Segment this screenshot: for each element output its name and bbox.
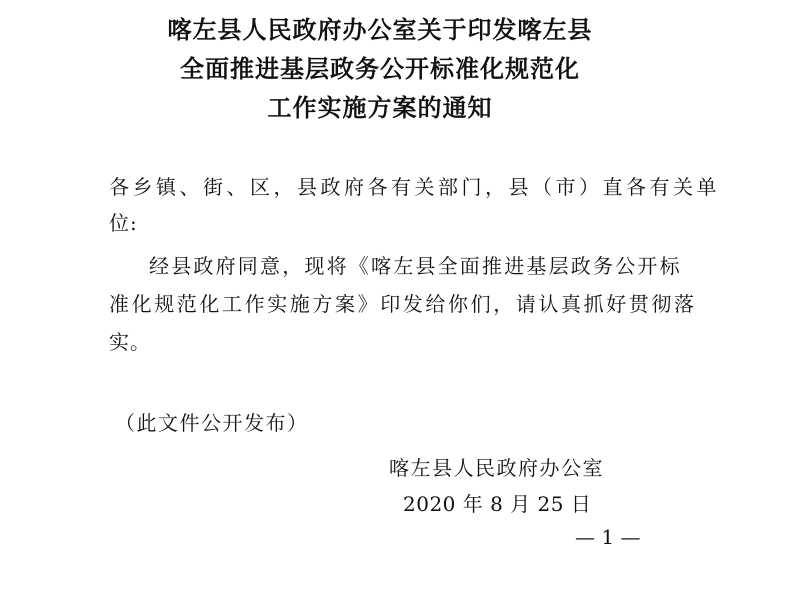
document-title-line-2: 全面推进基层政务公开标准化规范化	[180, 55, 580, 83]
body-paragraph-line-1: 经县政府同意，现将《喀左县全面推进基层政务公开标	[149, 254, 682, 278]
recipient-line-1: 各乡镇、街、区，县政府各有关部门，县（市）直各有关单	[109, 175, 720, 199]
body-paragraph-line-2: 准化规范化工作实施方案》印发给你们，请认真抓好贯彻落	[109, 292, 697, 316]
recipient-line-2: 位:	[109, 211, 138, 235]
body-paragraph-line-3: 实。	[109, 330, 151, 354]
release-note: （此文件公开发布）	[115, 411, 309, 435]
document-title-line-1: 喀左县人民政府办公室关于印发喀左县	[167, 16, 593, 44]
page-number: — 1 —	[575, 525, 641, 549]
issue-date: 2020 年 8 月 25 日	[403, 492, 592, 516]
document-title-line-3: 工作实施方案的通知	[267, 94, 493, 122]
issuer-signature: 喀左县人民政府办公室	[389, 456, 604, 480]
